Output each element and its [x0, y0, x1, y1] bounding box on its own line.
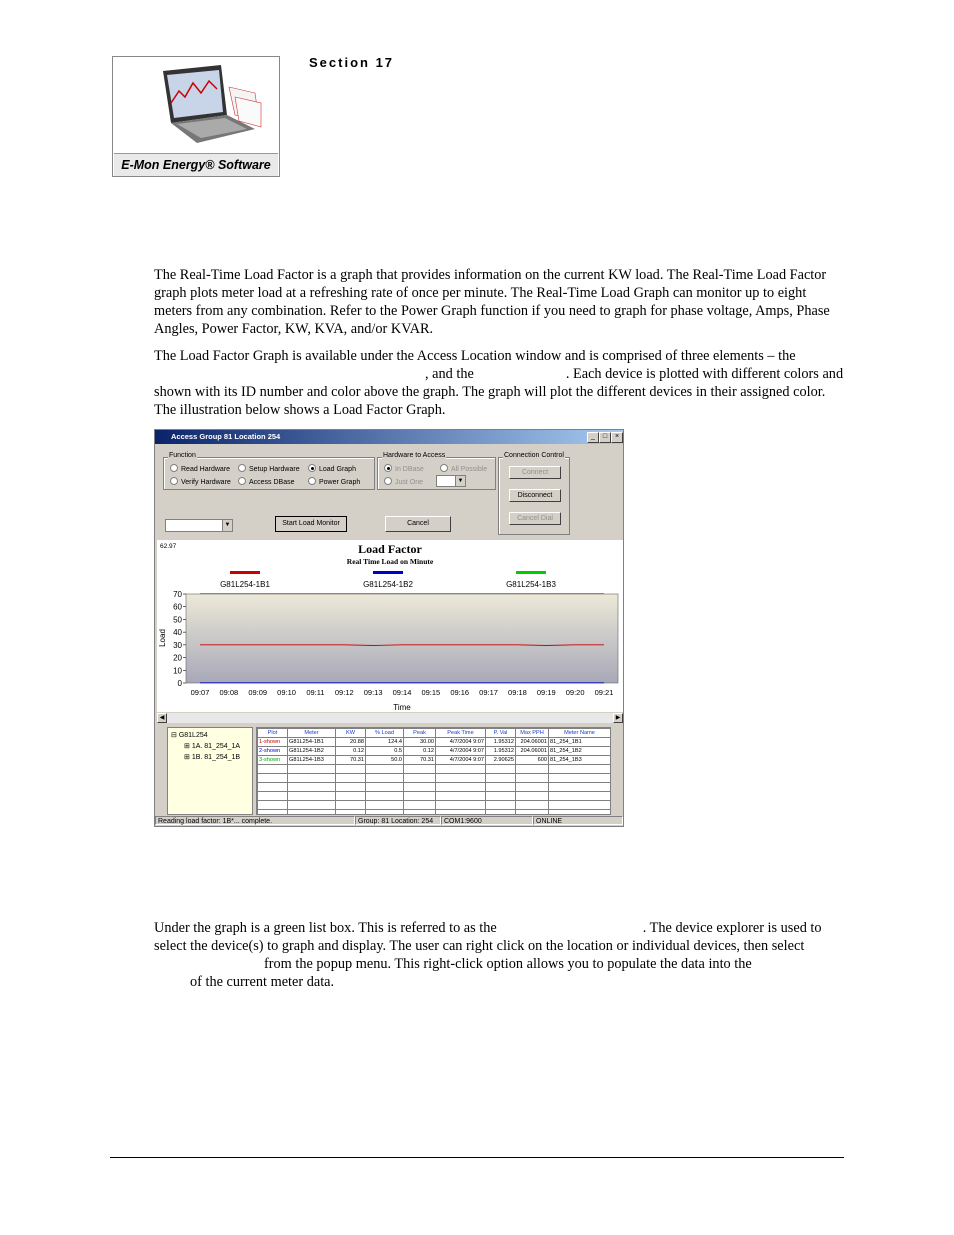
x-tick-label: 09:19 — [536, 688, 556, 697]
scroll-right-icon[interactable]: ▶ — [613, 713, 623, 723]
table-cell — [258, 783, 288, 792]
table-cell: 204.06001 — [516, 747, 549, 756]
meter-data-table — [256, 727, 611, 815]
cancel-dial-button[interactable]: Cancel Dial — [509, 512, 561, 525]
hardware-group — [377, 452, 496, 490]
column-header[interactable]: Peak Time — [436, 729, 486, 738]
table-cell: 600 — [516, 756, 549, 765]
table-cell: 70.31 — [404, 756, 436, 765]
table-cell — [516, 765, 549, 774]
logo — [112, 56, 280, 177]
table-cell — [436, 792, 486, 801]
table-cell — [516, 792, 549, 801]
table-cell — [404, 801, 436, 810]
table-cell — [404, 810, 436, 816]
table-header — [258, 729, 611, 738]
status-group: Group: 81 Location: 254 — [355, 816, 441, 825]
table-cell: 1.95312 — [486, 738, 516, 747]
table-cell — [366, 801, 404, 810]
legend-label: G81L254-1B2 — [363, 580, 413, 589]
scroll-left-icon[interactable]: ◀ — [157, 713, 167, 723]
table-cell — [549, 774, 611, 783]
table-cell: 70.31 — [336, 756, 366, 765]
table-cell: 1-shown — [258, 738, 288, 747]
status-state: ONLINE — [533, 816, 623, 825]
table-cell: 81_254_1B2 — [549, 747, 611, 756]
column-header[interactable]: P. Val — [486, 729, 516, 738]
column-header[interactable]: % Load — [366, 729, 404, 738]
column-header[interactable]: Max PPH — [516, 729, 549, 738]
table-cell — [516, 801, 549, 810]
table-cell — [366, 774, 404, 783]
table-cell — [486, 792, 516, 801]
table-cell: 81_254_1B3 — [549, 756, 611, 765]
x-tick-label: 09:15 — [421, 688, 441, 697]
table-cell: 4/7/2004 9:07 — [436, 747, 486, 756]
table-cell: 50.0 — [366, 756, 404, 765]
x-axis-label: Time — [393, 703, 411, 712]
table-cell — [486, 765, 516, 774]
table-cell: 124.4 — [366, 738, 404, 747]
x-tick-label: 09:21 — [594, 688, 614, 697]
hardware-group-label: Hardware to Access — [383, 452, 446, 459]
table-cell — [288, 810, 336, 816]
table-cell — [336, 765, 366, 774]
table-cell — [336, 774, 366, 783]
table-cell: 0.5 — [366, 747, 404, 756]
y-tick-label: 10 — [173, 666, 182, 676]
x-tick-label: 09:13 — [363, 688, 383, 697]
connect-button[interactable]: Connect — [509, 466, 561, 479]
minimize-button[interactable]: _ — [587, 432, 599, 443]
maximize-button[interactable]: □ — [599, 432, 611, 443]
x-tick-label: 09:10 — [277, 688, 296, 697]
table-cell: 20.88 — [336, 738, 366, 747]
table-row — [258, 765, 611, 774]
table-cell — [549, 765, 611, 774]
chevron-down-icon: ▼ — [455, 476, 465, 486]
radio-access-dbase[interactable]: Access DBase — [238, 477, 295, 486]
table-cell: 204.06001 — [516, 738, 549, 747]
column-header[interactable]: Plot — [258, 729, 288, 738]
title-bar — [155, 430, 623, 444]
y-tick-label: 20 — [173, 653, 182, 663]
table-cell: 3-shown — [258, 756, 288, 765]
x-tick-label: 09:20 — [565, 688, 585, 697]
connection-group — [498, 452, 570, 535]
footer-rule — [110, 1157, 844, 1158]
table-cell — [486, 783, 516, 792]
load-factor-chart — [157, 540, 623, 712]
table-cell — [549, 783, 611, 792]
radio-all-possible[interactable]: All Possible — [440, 464, 487, 473]
table-row — [258, 783, 611, 792]
radio-just-one[interactable]: Just One — [384, 477, 423, 486]
table-cell: G81L254-1B1 — [288, 738, 336, 747]
table-cell: 2.90625 — [486, 756, 516, 765]
table-cell: G81L254-1B2 — [288, 747, 336, 756]
access-location-window — [154, 429, 624, 827]
table-cell — [336, 792, 366, 801]
x-tick-label: 09:12 — [334, 688, 354, 697]
device-select[interactable] — [436, 475, 466, 487]
column-header[interactable]: Peak — [404, 729, 436, 738]
section-label: Section 17 — [309, 55, 395, 70]
table-cell — [336, 810, 366, 816]
disconnect-button[interactable]: Disconnect — [509, 489, 561, 502]
table-cell: G81L254-1B3 — [288, 756, 336, 765]
legend-swatch — [230, 571, 260, 574]
table-cell: 81_254_1B1 — [549, 738, 611, 747]
y-tick-label: 50 — [173, 615, 182, 625]
table-cell — [436, 774, 486, 783]
x-tick-label: 09:16 — [450, 688, 470, 697]
table-cell: 4/7/2004 9:07 — [436, 756, 486, 765]
table-cell — [404, 792, 436, 801]
paragraph-device-explorer: Under the graph is a green list box. This is referred to as the . The device explorer is used to select the device(s) to graph and display. The user can right click on the location or individual devices, then select from the popup menu. This right-click option allows you to populate the data into the of the current meter data. — [154, 920, 822, 990]
close-button[interactable]: × — [611, 432, 623, 443]
x-tick-label: 09:11 — [306, 688, 325, 697]
y-tick-label: 30 — [173, 640, 182, 650]
function-group-label: Function — [169, 452, 196, 459]
tree-root[interactable]: ⊟ G81L254 — [171, 732, 208, 739]
table-cell — [288, 765, 336, 774]
tree-item[interactable]: ⊞ 1B. 81_254_1B — [184, 754, 241, 761]
start-load-monitor-button[interactable]: Start Load Monitor — [275, 516, 347, 532]
column-header[interactable]: Meter — [288, 729, 336, 738]
table-cell — [516, 783, 549, 792]
radio-verify-hardware[interactable]: Verify Hardware — [170, 477, 231, 486]
table-cell — [258, 774, 288, 783]
legend-swatch — [373, 571, 403, 574]
window-title: Access Group 81 Location 254 — [171, 432, 281, 441]
connection-group-label: Connection Control — [504, 452, 564, 459]
table-cell — [258, 792, 288, 801]
table-cell — [288, 801, 336, 810]
y-tick-label: 70 — [173, 590, 182, 599]
y-tick-label: 60 — [173, 602, 182, 612]
table-cell — [288, 783, 336, 792]
table-cell — [258, 810, 288, 816]
table-cell — [516, 774, 549, 783]
chart-title: Load Factor — [358, 542, 422, 556]
table-cell — [436, 801, 486, 810]
plot-area — [186, 594, 618, 683]
cancel-button[interactable]: Cancel — [385, 516, 451, 532]
column-header[interactable]: Meter Name — [549, 729, 611, 738]
table-cell — [288, 792, 336, 801]
table-row — [258, 801, 611, 810]
expand-icon[interactable]: ⊞ — [184, 743, 190, 750]
radio-load-graph[interactable]: Load Graph — [308, 464, 356, 473]
table-cell — [486, 810, 516, 816]
legend-label: G81L254-1B1 — [220, 580, 270, 589]
status-port: COM1:9600 — [441, 816, 533, 825]
chart-subtitle: Real Time Load on Minute — [346, 557, 434, 566]
table-cell — [404, 783, 436, 792]
function-group — [163, 452, 375, 490]
table-cell: 2-shown — [258, 747, 288, 756]
table-cell: 1.95312 — [486, 747, 516, 756]
table-cell — [404, 765, 436, 774]
table-row — [258, 810, 611, 816]
x-tick-label: 09:09 — [248, 688, 268, 697]
expand-icon[interactable]: ⊞ — [184, 754, 190, 761]
logo-text: E-Mon Energy® Software — [114, 153, 278, 176]
table-cell: 0.12 — [404, 747, 436, 756]
table-cell — [366, 792, 404, 801]
table-cell — [258, 801, 288, 810]
chevron-down-icon: ▼ — [222, 520, 232, 531]
radio-power-graph[interactable]: Power Graph — [308, 477, 360, 486]
interval-select[interactable] — [165, 519, 233, 532]
x-tick-label: 09:14 — [392, 688, 412, 697]
paragraph-elements: The Load Factor Graph is available under the Access Location window and is comprised of three elements – the , and the . Each device is plotted with different colors and shown with its ID number and color above the graph. The graph will plot the different devices in their assigned color. The illustration below shows a Load Factor Graph. — [154, 348, 844, 418]
legend-label: G81L254-1B3 — [506, 580, 556, 589]
table-row[interactable] — [258, 747, 611, 756]
table-cell — [436, 810, 486, 816]
tree-item[interactable]: ⊞ 1A. 81_254_1A — [184, 743, 241, 750]
table-row — [258, 774, 611, 783]
device-explorer — [167, 727, 253, 815]
corner-value: 62.97 — [160, 543, 177, 550]
status-bar — [155, 816, 623, 826]
table-cell — [336, 801, 366, 810]
table-cell — [336, 783, 366, 792]
table-row[interactable] — [258, 756, 611, 765]
table-cell — [366, 783, 404, 792]
table-cell — [549, 792, 611, 801]
table-cell — [366, 810, 404, 816]
legend-swatch — [516, 571, 546, 574]
x-tick-label: 09:08 — [219, 688, 239, 697]
horizontal-scrollbar[interactable] — [157, 713, 623, 723]
table-row — [258, 792, 611, 801]
table-cell — [549, 801, 611, 810]
table-cell — [288, 774, 336, 783]
table-cell — [404, 774, 436, 783]
table-cell: 30.00 — [404, 738, 436, 747]
collapse-icon[interactable]: ⊟ — [171, 732, 177, 739]
table-row[interactable] — [258, 738, 611, 747]
table-cell — [366, 765, 404, 774]
table-cell — [436, 783, 486, 792]
radio-read-hardware[interactable]: Read Hardware — [170, 464, 230, 473]
table-cell — [486, 774, 516, 783]
x-tick-label: 09:18 — [508, 688, 527, 697]
y-tick-label: 40 — [173, 628, 182, 638]
x-tick-label: 09:17 — [479, 688, 498, 697]
table-cell — [486, 801, 516, 810]
y-tick-label: 0 — [177, 679, 182, 688]
table-cell: 4/7/2004 9:07 — [436, 738, 486, 747]
y-axis-label: Load — [158, 629, 167, 647]
table-cell — [258, 765, 288, 774]
table-cell — [436, 765, 486, 774]
status-message: Reading load factor: 1B*... complete. — [155, 816, 355, 825]
table-cell: 0.12 — [336, 747, 366, 756]
paragraph-intro: The Real-Time Load Factor is a graph that provides information on the current KW load. The Real-Time Load Factor graph plots meter load at a refreshing rate of once per minute. The Real-Time Load Graph can monitor up to eight meters from any combination. Refer to the Power Graph function if you need to graph for phase voltage, Amps, Phase Angles, Power Factor, KW, KVA, and/or KVAR. — [154, 267, 830, 337]
radio-setup-hardware[interactable]: Setup Hardware — [238, 464, 300, 473]
x-tick-label: 09:07 — [190, 688, 210, 697]
table-cell — [516, 810, 549, 816]
radio-in-dbase[interactable]: In DBase — [384, 464, 424, 473]
table-cell — [549, 810, 611, 816]
column-header[interactable]: KW — [336, 729, 366, 738]
laptop-icon — [143, 63, 263, 151]
